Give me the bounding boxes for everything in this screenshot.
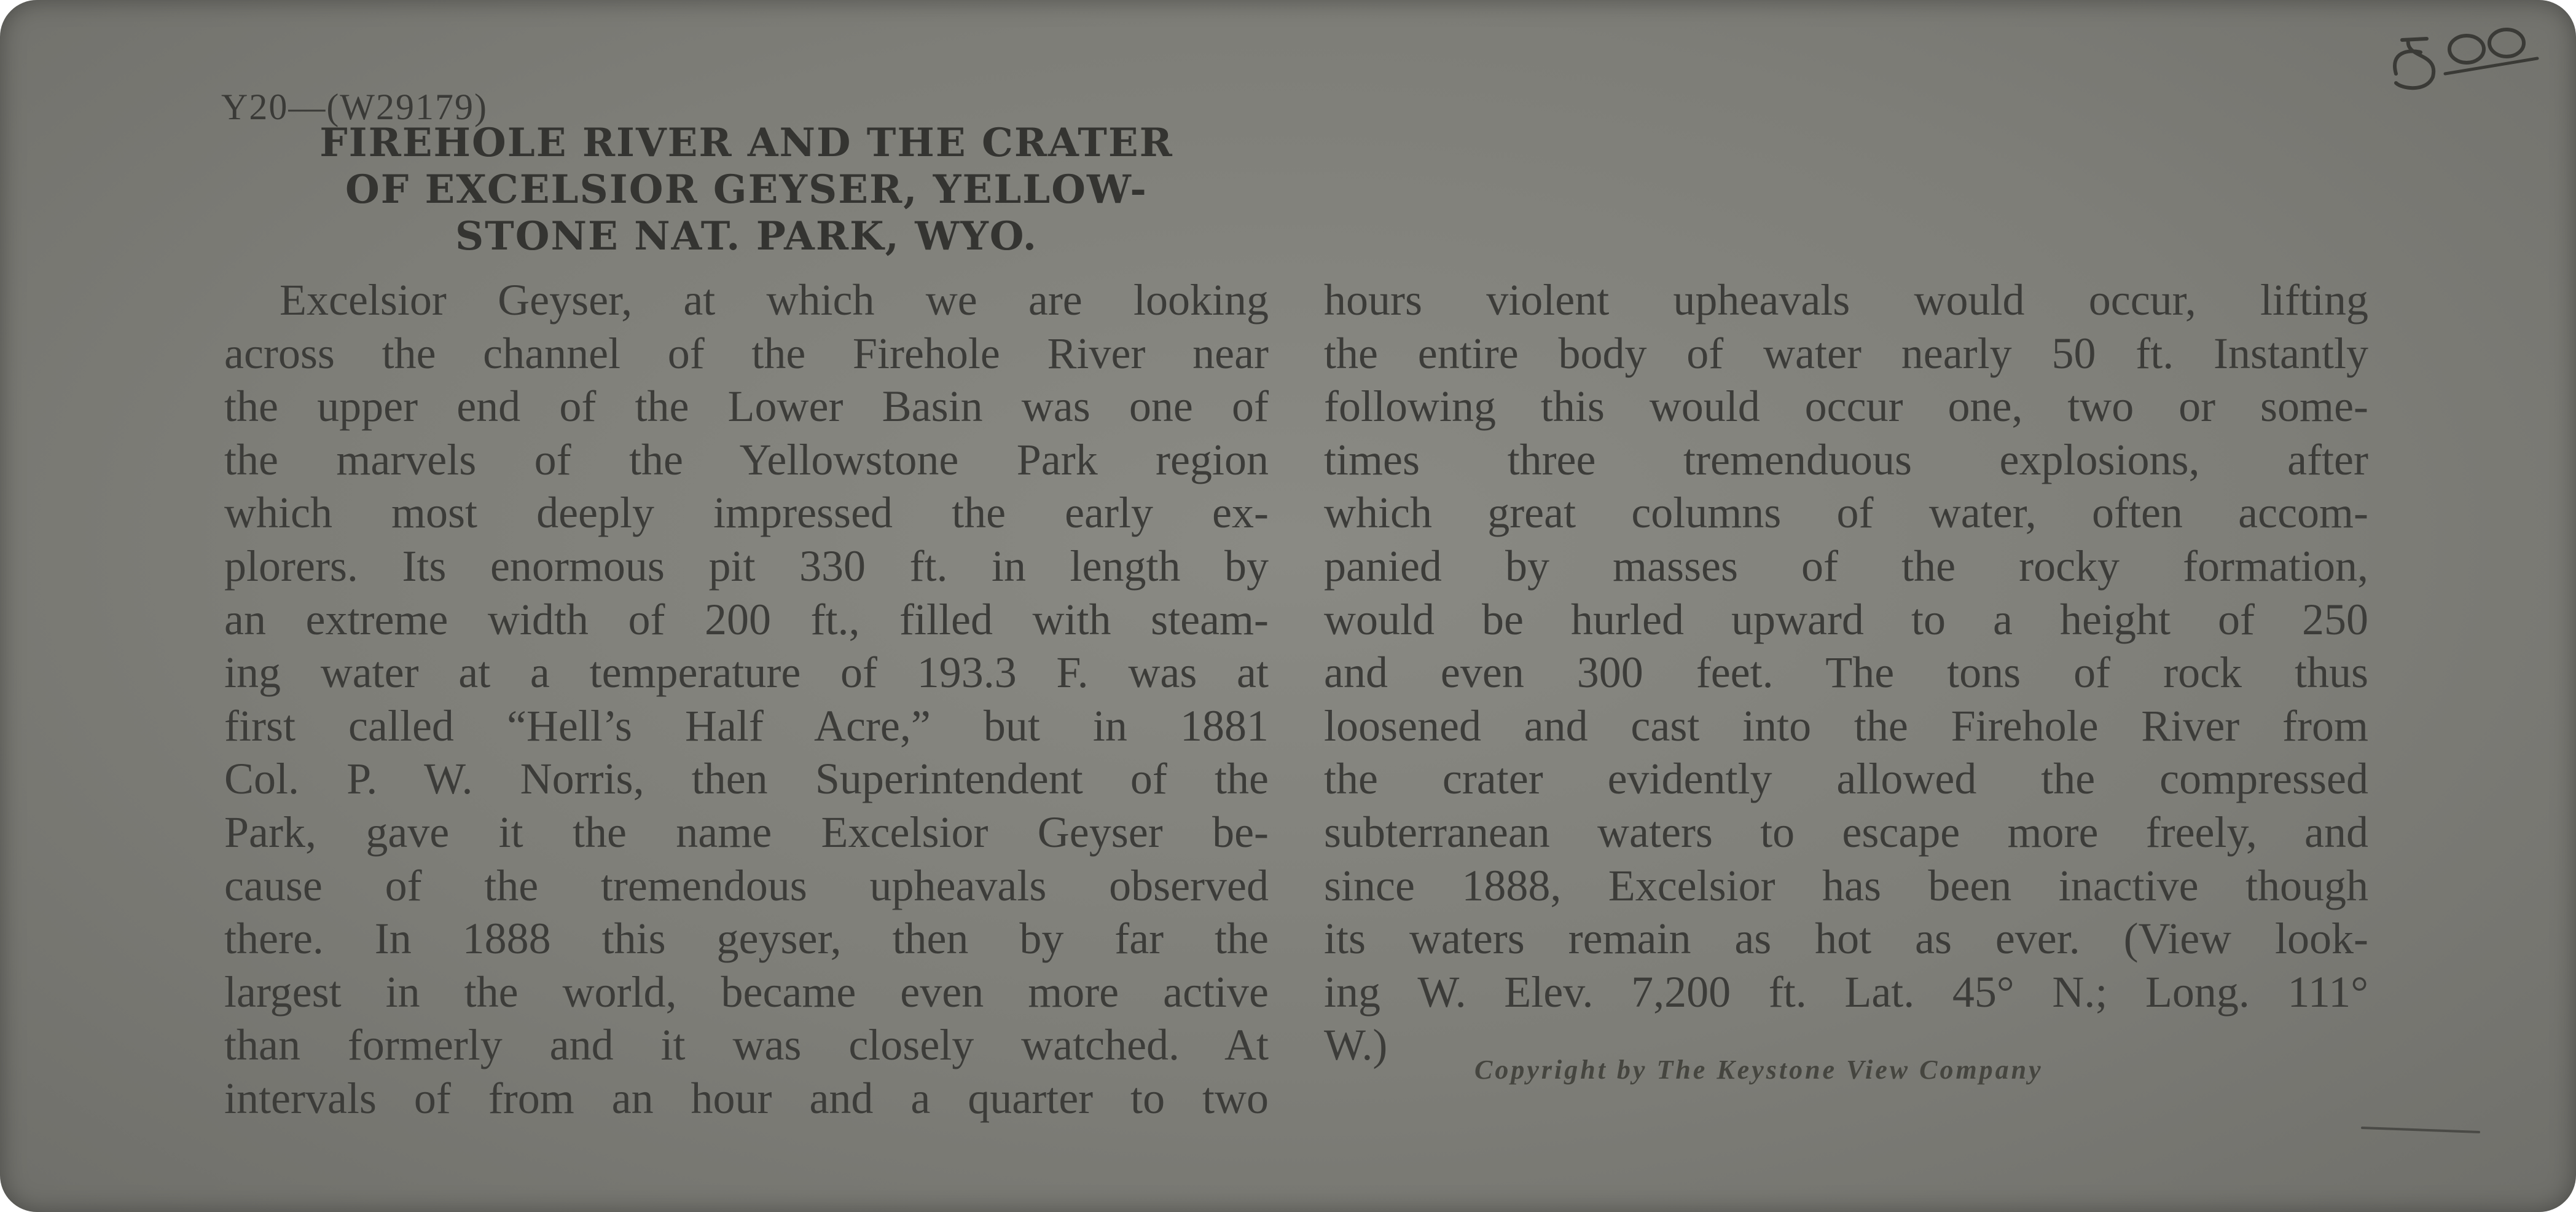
handwritten-price-mark — [2384, 15, 2543, 101]
headline — [221, 120, 1272, 260]
text-line: hours violent upheavals would occur, lifting — [1324, 275, 2368, 325]
text-line: ing water at a temperature of 193.3 F. was at — [224, 648, 1269, 698]
text-line: its waters remain as hot as ever. (View look- — [1324, 914, 2368, 964]
text-line: since 1888, Excelsior has been inactive though — [1324, 860, 2368, 910]
text-line: ing W. Elev. 7,200 ft. Lat. 45° N.; Long. 111° — [1324, 967, 2368, 1017]
description-left-column — [224, 273, 1269, 1125]
text-line: which most deeply impressed the early ex- — [224, 488, 1269, 538]
text-line: the upper end of the Lower Basin was one of — [224, 382, 1269, 431]
text-line: the marvels of the Yellowstone Park region — [224, 435, 1269, 484]
copyright-notice: Copyright by The Keystone View Company — [1474, 1055, 2043, 1085]
text-line: the crater evidently allowed the compressed — [1324, 754, 2368, 804]
pencil-mark — [2359, 1119, 2482, 1137]
headline-line: OF EXCELSIOR GEYSER, YELLOW- — [345, 167, 1148, 213]
text-line: there. In 1888 this geyser, then by far the — [224, 914, 1269, 964]
text-line: plorers. Its enormous pit 330 ft. in length by — [224, 541, 1269, 591]
text-line: which great columns of water, often accom- — [1324, 488, 2368, 538]
text-line: first called “Hell’s Half Acre,” but in 1881 — [224, 701, 1269, 750]
description-right-column — [1324, 273, 2368, 1072]
text-line: following this would occur one, two or some- — [1324, 382, 2368, 431]
text-line: Park, gave it the name Excelsior Geyser be- — [224, 807, 1269, 857]
text-line: than formerly and it was closely watched. At — [224, 1020, 1269, 1070]
text-line: W.) — [1324, 1020, 1388, 1070]
text-line: an extreme width of 200 ft., filled with steam- — [224, 594, 1269, 644]
text-line: largest in the world, became even more active — [224, 967, 1269, 1017]
text-line: and even 300 feet. The tons of rock thus — [1324, 648, 2368, 698]
text-line: cause of the tremendous upheavals observed — [224, 860, 1269, 910]
catalog-number: Y20—(W29179) — [221, 87, 488, 127]
text-line: intervals of from an hour and a quarter to two — [224, 1073, 1269, 1123]
headline-line: FIREHOLE RIVER AND THE CRATER — [319, 120, 1173, 166]
text-line: loosened and cast into the Firehole River from — [1324, 701, 2368, 750]
text-line: would be hurled upward to a height of 250 — [1324, 594, 2368, 644]
text-line: times three tremenduous explosions, after — [1324, 435, 2368, 484]
text-line: across the channel of the Firehole River near — [224, 328, 1269, 378]
text-line: panied by masses of the rocky formation, — [1324, 541, 2368, 591]
text-line: the entire body of water nearly 50 ft. Instantly — [1324, 328, 2368, 378]
headline-line: STONE NAT. PARK, WYO. — [455, 213, 1038, 259]
text-line: subterranean waters to escape more freely, and — [1324, 807, 2368, 857]
text-line: Excelsior Geyser, at which we are looking — [280, 275, 1269, 325]
text-line: Col. P. W. Norris, then Superintendent of the — [224, 754, 1269, 804]
